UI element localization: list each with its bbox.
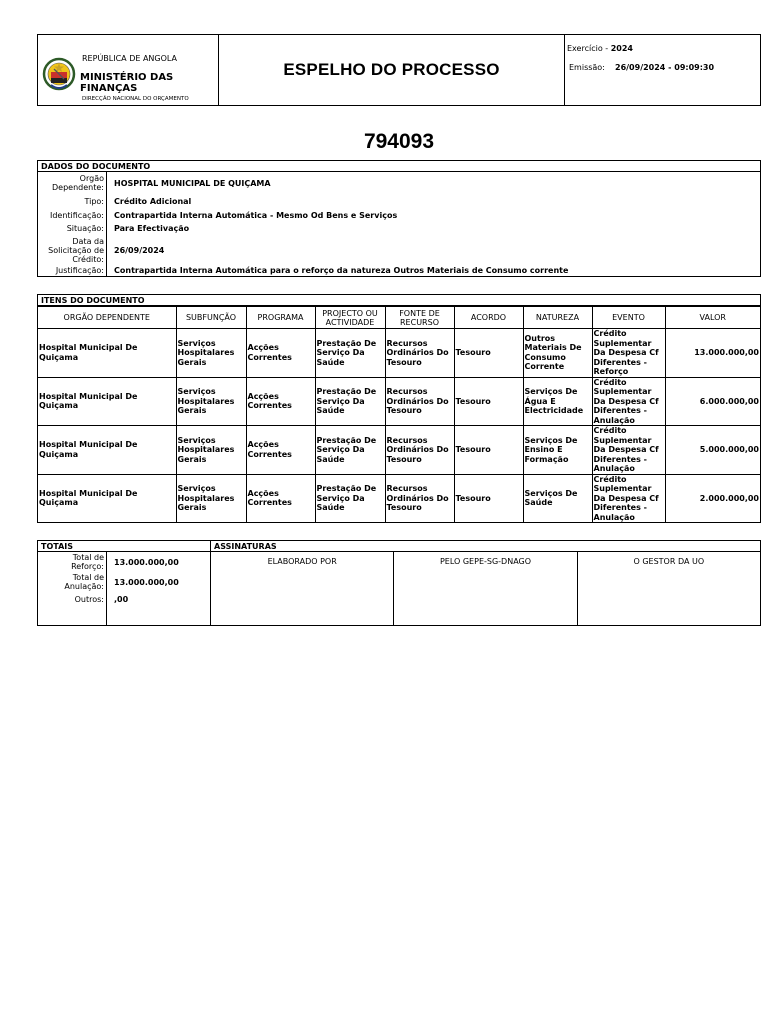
data-value: Contrapartida Interna Automática para o reforço da natureza Outros Materiais de Consumo corrente <box>114 266 569 275</box>
document-header <box>37 34 761 106</box>
data-value: Para Efectivação <box>114 224 190 233</box>
table-row <box>38 426 760 475</box>
signature-gepe: PELO GEPE-SG-DNAGO <box>393 552 576 625</box>
column-header: PROJECTO OU ACTIVIDADE <box>315 307 385 329</box>
data-row-justificacao <box>38 265 760 276</box>
table-cell: Prestação De Serviço Da Saúde <box>315 329 385 378</box>
signatures-title: ASSINATURAS <box>211 541 760 552</box>
table-cell: Acções Correntes <box>246 329 315 378</box>
table-cell: Acções Correntes <box>246 426 315 475</box>
issue-date-value: 26/09/2024 - 09:09:30 <box>615 63 715 72</box>
ministry-name-line1: MINISTÉRIO DAS <box>80 72 174 83</box>
signature-gestor-uo: O GESTOR DA UO <box>577 552 760 625</box>
fiscal-year <box>567 44 633 53</box>
column-header: SUBFUNÇÃO <box>176 307 246 329</box>
table-cell-value: 5.000.000,00 <box>665 426 760 475</box>
table-cell: Prestação De Serviço Da Saúde <box>315 377 385 426</box>
table-row <box>38 474 760 522</box>
total-value: 13.000.000,00 <box>114 577 179 587</box>
fiscal-year-value: 2024 <box>610 44 633 53</box>
table-cell: Crédito Suplementar Da Despesa Cf Diferentes - Anulação <box>592 474 665 522</box>
title-block <box>219 35 565 105</box>
data-label: Identificação: <box>38 208 107 222</box>
issue-info-block <box>565 35 760 105</box>
table-cell: Tesouro <box>454 426 523 475</box>
column-header: PROGRAMA <box>246 307 315 329</box>
table-cell: Serviços De Água E Electricidade <box>523 377 592 426</box>
signatures-block <box>211 541 760 625</box>
document-title: ESPELHO DO PROCESSO <box>283 60 500 79</box>
data-label: Tipo: <box>38 194 107 208</box>
table-cell: Crédito Suplementar Da Despesa Cf Diferentes - Anulação <box>592 377 665 426</box>
ministry-name-line2: FINANÇAS <box>80 83 138 94</box>
table-cell: Serviços Hospitalares Gerais <box>176 474 246 522</box>
table-row <box>38 329 760 378</box>
data-row-data-solicitacao <box>38 235 760 265</box>
totals-signatures-section <box>37 540 761 626</box>
items-table <box>38 306 760 522</box>
table-cell: Hospital Municipal De Quiçama <box>38 377 176 426</box>
total-row-reforco <box>38 552 210 572</box>
table-cell: Recursos Ordinários Do Tesouro <box>385 329 454 378</box>
column-header: ORGÃO DEPENDENTE <box>38 307 176 329</box>
data-value: 26/09/2024 <box>114 245 165 255</box>
data-row-tipo <box>38 194 760 208</box>
data-label: Situação: <box>38 222 107 235</box>
column-header: FONTE DE RECURSO <box>385 307 454 329</box>
table-cell-value: 2.000.000,00 <box>665 474 760 522</box>
data-value: Crédito Adicional <box>114 196 192 206</box>
table-cell: Outros Materiais De Consumo Corrente <box>523 329 592 378</box>
column-header: ACORDO <box>454 307 523 329</box>
data-label: Data da Solicitação de Crédito: <box>38 235 107 265</box>
table-cell: Serviços Hospitalares Gerais <box>176 329 246 378</box>
total-value: 13.000.000,00 <box>114 557 179 567</box>
table-cell: Tesouro <box>454 329 523 378</box>
data-row-situacao <box>38 222 760 235</box>
fiscal-year-label: Exercício - <box>567 44 609 53</box>
document-items-section <box>37 294 761 523</box>
table-cell: Crédito Suplementar Da Despesa Cf Diferentes - Reforço <box>592 329 665 378</box>
table-row <box>38 377 760 426</box>
total-label: Total de Anulação: <box>38 572 107 592</box>
table-cell: Hospital Municipal De Quiçama <box>38 474 176 522</box>
document-data-title: DADOS DO DOCUMENTO <box>38 161 760 172</box>
process-number: 794093 <box>363 130 435 153</box>
column-header: VALOR <box>665 307 760 329</box>
data-label: Justificação: <box>38 265 107 276</box>
totals-title: TOTAIS <box>38 541 210 552</box>
table-cell: Tesouro <box>454 377 523 426</box>
table-cell: Prestação De Serviço Da Saúde <box>315 474 385 522</box>
total-label: Outros: <box>38 592 107 625</box>
table-cell: Tesouro <box>454 474 523 522</box>
table-cell: Hospital Municipal De Quiçama <box>38 329 176 378</box>
total-row-outros <box>38 592 210 625</box>
table-cell: Serviços De Ensino E Formação <box>523 426 592 475</box>
ministry-name <box>80 72 173 94</box>
table-cell: Serviços Hospitalares Gerais <box>176 426 246 475</box>
table-cell-value: 13.000.000,00 <box>665 329 760 378</box>
document-items-title: ITENS DO DOCUMENTO <box>38 295 760 306</box>
table-cell-value: 6.000.000,00 <box>665 377 760 426</box>
signature-fields <box>211 552 760 625</box>
issuer-block <box>38 35 219 105</box>
document-sheet <box>37 34 761 626</box>
table-cell: Serviços De Saúde <box>523 474 592 522</box>
table-cell: Serviços Hospitalares Gerais <box>176 377 246 426</box>
total-value: ,00 <box>114 595 129 604</box>
table-cell: Prestação De Serviço Da Saúde <box>315 426 385 475</box>
total-row-anulacao <box>38 572 210 592</box>
total-label: Total de Reforço: <box>38 552 107 572</box>
directorate-name: DIRECÇÃO NACIONAL DO ORÇAMENTO <box>82 96 189 102</box>
table-cell: Recursos Ordinários Do Tesouro <box>385 474 454 522</box>
data-row-identificacao <box>38 208 760 222</box>
document-data-section <box>37 160 761 277</box>
column-header: NATUREZA <box>523 307 592 329</box>
items-header-row <box>38 307 760 329</box>
column-header: EVENTO <box>592 307 665 329</box>
issue-date-label: Emissão: <box>569 63 605 72</box>
angola-emblem-icon <box>42 55 76 93</box>
totals-block <box>38 541 211 625</box>
table-cell: Hospital Municipal De Quiçama <box>38 426 176 475</box>
signature-elaborado-por: ELABORADO POR <box>267 557 337 566</box>
data-value: Contrapartida Interna Automática - Mesmo Od Bens e Serviços <box>114 210 398 220</box>
table-cell: Acções Correntes <box>246 377 315 426</box>
data-label: Orgão Dependente: <box>38 172 107 194</box>
table-cell: Recursos Ordinários Do Tesouro <box>385 377 454 426</box>
data-value: HOSPITAL MUNICIPAL DE QUIÇAMA <box>114 178 271 188</box>
table-cell: Recursos Ordinários Do Tesouro <box>385 426 454 475</box>
data-row-orgao <box>38 172 760 194</box>
republic-name: REPÚBLICA DE ANGOLA <box>82 54 178 63</box>
table-cell: Crédito Suplementar Da Despesa Cf Diferentes - Anulação <box>592 426 665 475</box>
table-cell: Acções Correntes <box>246 474 315 522</box>
